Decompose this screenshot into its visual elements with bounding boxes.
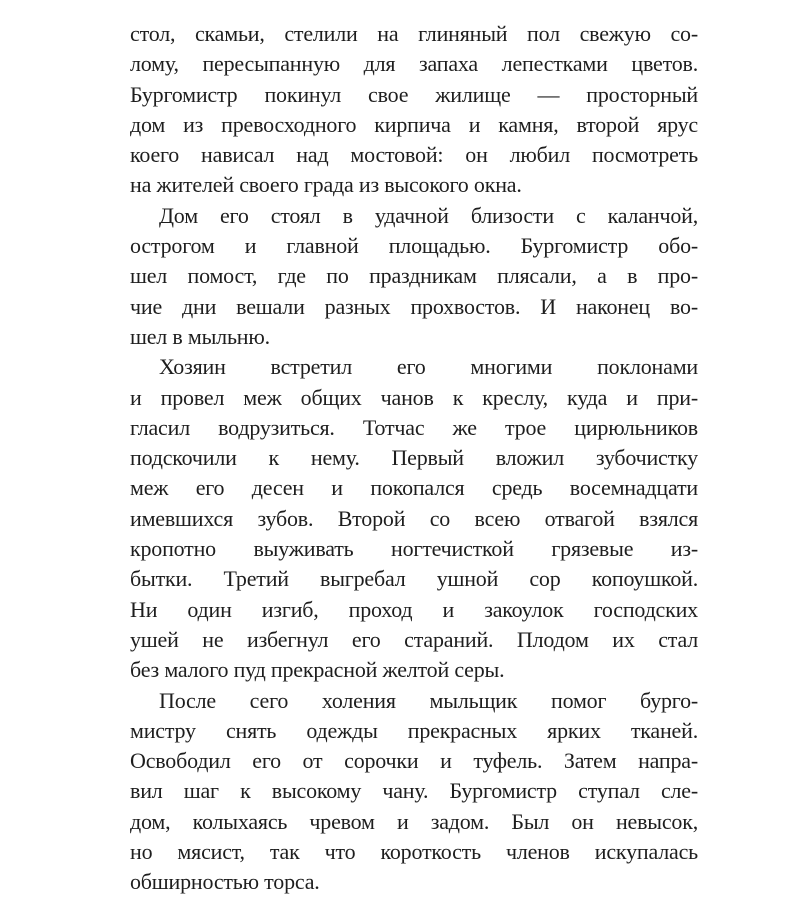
- text-line: ушей не избегнул его стараний. Плодом их стал: [130, 626, 698, 652]
- text-line: Дом его стоял в удачной близости с каланчой,: [159, 202, 698, 228]
- text-line: Ни один изгиб, проход и закоулок господских: [130, 596, 698, 622]
- text-line: мистру снять одежды прекрасных ярких тканей.: [130, 717, 698, 743]
- text-line: После сего холения мыльщик помог бурго-: [159, 687, 698, 713]
- text-line: бытки. Третий выгребал ушной сор копоушкой.: [130, 566, 698, 592]
- text-line: и провел меж общих чанов к креслу, куда и при-: [130, 384, 698, 410]
- text-line: Бургомистр покинул свое жилище — просторный: [130, 81, 698, 107]
- text-line: шел в мыльню.: [130, 323, 270, 349]
- text-line: лому, пересыпанную для запаха лепестками цветов.: [130, 51, 698, 77]
- paragraph: [130, 201, 698, 352]
- text-line: подскочили к нему. Первый вложил зубочистку: [130, 445, 698, 471]
- text-line: шел помост, где по праздникам плясали, а в про-: [130, 263, 698, 289]
- text-line: гласил водрузиться. Тотчас же трое цирюльников: [130, 414, 698, 440]
- text-line: обширностью торса.: [130, 869, 320, 895]
- text-line: имевшихся зубов. Второй со всею отвагой взялся: [130, 505, 698, 531]
- text-line: острогом и главной площадью. Бургомистр обо-: [130, 233, 698, 259]
- paragraph: [130, 19, 698, 201]
- paragraph: [130, 352, 698, 685]
- text-line: Хозяин встретил его многими поклонами: [159, 354, 698, 380]
- text-line: вил шаг к высокому чану. Бургомистр ступал сле-: [130, 778, 698, 804]
- text-line: но мясист, так что короткость членов искупалась: [130, 839, 698, 865]
- book-page-text: [130, 19, 698, 898]
- text-line: на жителей своего града из высокого окна.: [130, 172, 522, 198]
- text-line: коего нависал над мостовой: он любил посмотреть: [130, 142, 698, 168]
- text-line: меж его десен и покопался средь восемнадцати: [130, 475, 698, 501]
- text-line: кропотно выуживать ногтечисткой грязевые из-: [130, 536, 698, 562]
- text-line: без малого пуд прекрасной желтой серы.: [130, 657, 505, 683]
- paragraph: [130, 686, 698, 898]
- text-line: дом, колыхаясь чревом и задом. Был он невысок,: [130, 808, 698, 834]
- text-line: стол, скамьи, стелили на глиняный пол свежую со-: [130, 21, 698, 46]
- text-line: дом из превосходного кирпича и камня, второй ярус: [130, 111, 698, 137]
- text-line: Освободил его от сорочки и туфель. Затем напра-: [130, 748, 698, 774]
- text-line: чие дни вешали разных прохвостов. И наконец во-: [130, 293, 698, 319]
